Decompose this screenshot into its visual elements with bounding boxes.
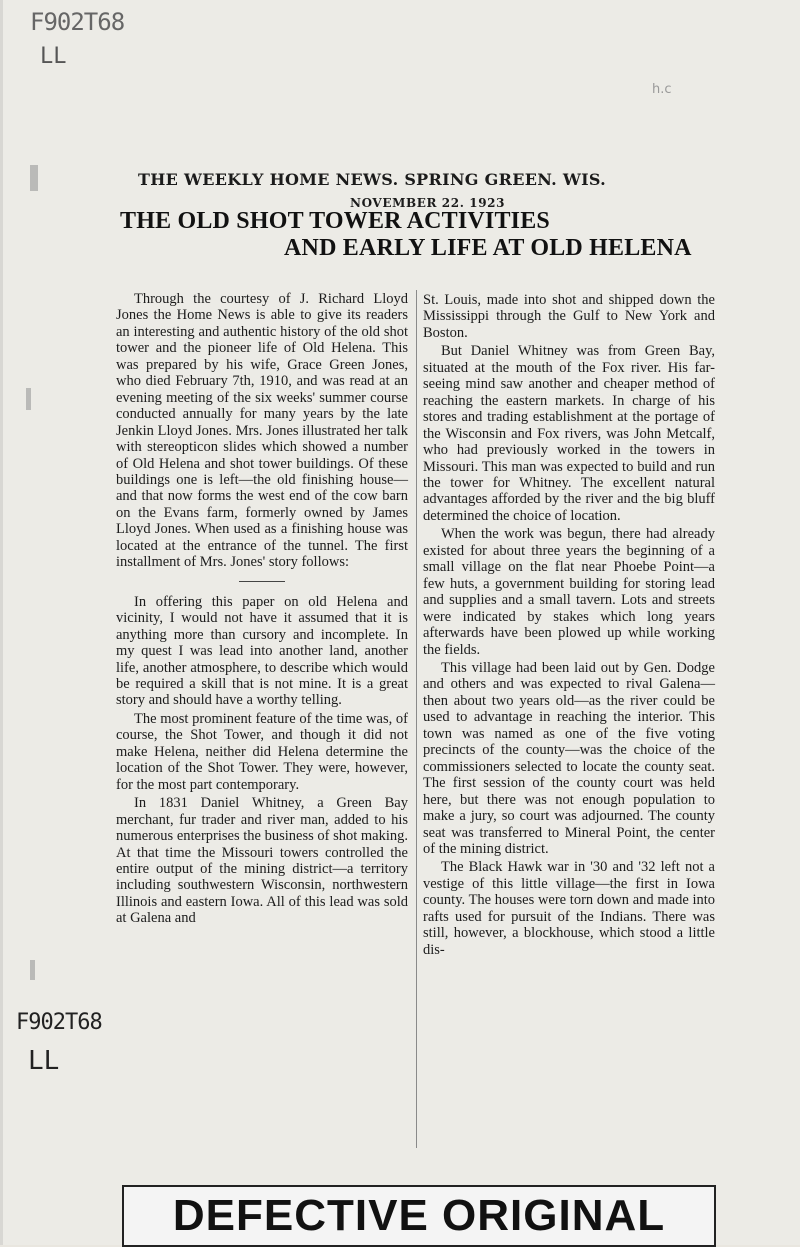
binding-mark-1 xyxy=(30,165,38,191)
binding-mark-2 xyxy=(26,388,31,410)
handwritten-code-side: F902T68 xyxy=(16,1010,102,1035)
paragraph-st-louis: St. Louis, made into shot and shipped down the Mississippi through the Gulf to New York and Boston. xyxy=(423,292,715,341)
paragraph-whitney: In 1831 Daniel Whitney, a Green Bay merchant, fur trader and river man, added to his numerous enterprises the business of shot making. At that time the Missouri towers controlled the entire output of the mining district—a territory including southwestern Wisconsin, northwestern Illinois and eastern Iowa. All of this lead was sold at Galena and xyxy=(116,795,408,927)
newspaper-masthead: THE WEEKLY HOME NEWS. SPRING GREEN. WIS. xyxy=(138,170,607,189)
paragraph-village: When the work was begun, there had already existed for about three years the beginning of a small village on the flat near Phoebe Point—a few huts, a government building for storing lead and supplies and a small tavern. Lots and streets were indicated by stakes which long years afterwards have been plowed up while working the fields. xyxy=(423,526,715,658)
section-divider xyxy=(239,581,285,582)
binding-mark-3 xyxy=(30,960,35,980)
headline-line-1: THE OLD SHOT TOWER ACTIVITIES xyxy=(120,208,550,234)
corner-pencil-mark: h.c xyxy=(652,82,672,97)
handwritten-initials-top: LL xyxy=(40,44,67,69)
paragraph-offering: In offering this paper on old Helena and vicinity, I would not have it assumed that it is anything more than cursory and incomplete. In my quest I was lead into another land, another life, another atmosphere, to describe which would be required a skill that is not mine. It is a great story and should have a worthy telling. xyxy=(116,593,408,709)
paragraph-black-hawk: The Black Hawk war in '30 and '32 left not a vestige of this little village—the first in Iowa county. The houses were torn down and made into rafts used for pursuit of the Indians. There was still, however, a blockhouse, which stood a little dis- xyxy=(423,859,715,958)
defective-original-stamp: DEFECTIVE ORIGINAL xyxy=(122,1185,716,1247)
paragraph-green-bay: But Daniel Whitney was from Green Bay, situated at the mouth of the Fox river. His far-seeing mind saw another and cheaper method of reaching the eastern markets. In charge of his stores and trading establishment at the portage of the Wisconsin and Fox rivers, was John Metcalf, who had previously worked in the towers in Missouri. This man was expected to build and run the tower for Whitney. The excellent natural advantages afforded by the river and the big bluff determined the choice of location. xyxy=(423,343,715,524)
column-rule xyxy=(416,290,417,1148)
paragraph-shot-tower: The most prominent feature of the time was, of course, the Shot Tower, and though it did not make Helena, neither did Helena determine the location of the Shot Tower. They were, however, for the most part contemporary. xyxy=(116,710,408,793)
dateline: NOVEMBER 22. 1923 xyxy=(350,196,506,210)
handwritten-initials-side: LL xyxy=(28,1046,60,1076)
scan-edge-left xyxy=(0,0,3,1245)
article-right-column xyxy=(423,292,715,958)
handwritten-code-top: F902T68 xyxy=(30,8,125,36)
headline-line-2: AND EARLY LIFE AT OLD HELENA xyxy=(284,235,692,261)
article-left-column xyxy=(116,291,408,927)
paragraph-dodge: This village had been laid out by Gen. Dodge and others and was expected to rival Galena—then about two years old—as the river could be used to advantage in reaching the interior. This town was named as one of the five voting precincts of the county—was the choice of the commissioners selected to locate the county seat. The first session of the county court was held here, but there was not enough population to make a jury, so court was adjourned. The county seat was transferred to Mineral Point, the center of the mining district. xyxy=(423,659,715,857)
paragraph-intro: Through the courtesy of J. Richard Lloyd Jones the Home News is able to give its readers an interesting and authentic history of the old shot tower and the pioneer life of Old Helena. This was prepared by his wife, Grace Green Jones, who died February 7th, 1910, and was read at an evening meeting of the six weeks' summer course conducted annually for many years by the late Jenkin Lloyd Jones. Mrs. Jones illustrated her talk with stereopticon slides which showed a number of Old Helena and shot tower buildings. Of these buildings one is left—the old finishing house—and that now forms the west end of the cow barn on the Evans farm, formerly owned by James Lloyd Jones. When used as a finishing house was located at the entrance of the tunnel. The first installment of Mrs. Jones' story follows: xyxy=(116,291,408,571)
